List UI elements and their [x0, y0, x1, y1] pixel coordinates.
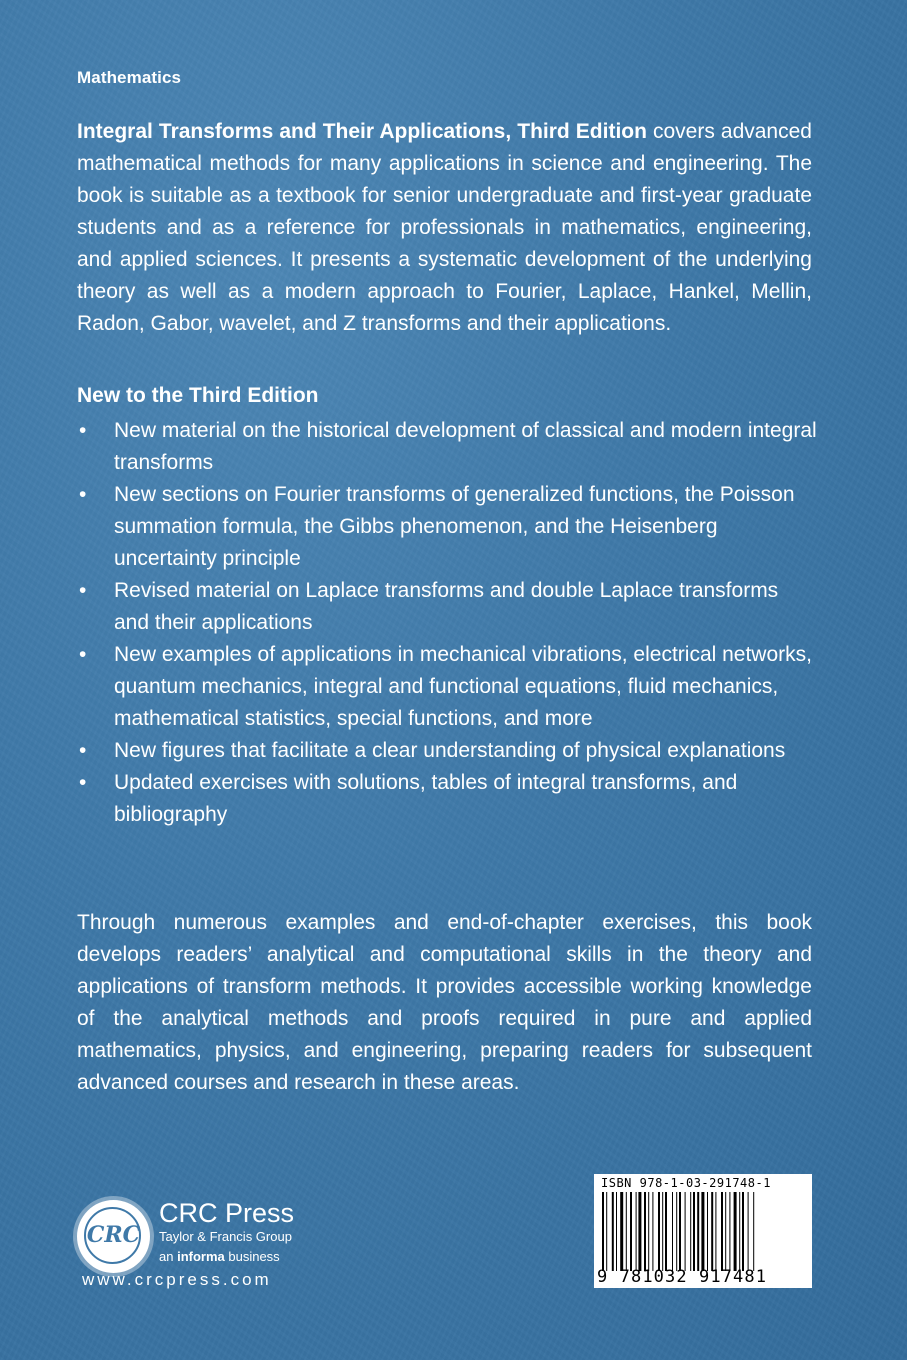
list-item: • Updated exercises with solutions, tables of integral transforms, and bibliography	[77, 767, 817, 831]
barcode-bar	[662, 1192, 663, 1271]
barcode-bar	[676, 1192, 677, 1271]
barcode-bar	[658, 1192, 660, 1271]
barcode-bar	[630, 1192, 632, 1271]
logo-text: CRC	[86, 1222, 141, 1248]
bullet-icon: •	[79, 419, 87, 442]
category-label: Mathematics	[77, 68, 182, 87]
barcode-bar	[626, 1192, 627, 1271]
crc-logo-icon	[77, 1200, 150, 1273]
bullet-icon: •	[79, 771, 87, 794]
barcode-bar	[602, 1192, 604, 1271]
publisher-name: CRC Press	[159, 1198, 295, 1228]
barcode-bar	[701, 1192, 704, 1271]
barcode-bar	[715, 1192, 716, 1271]
barcode-bar	[697, 1192, 699, 1271]
barcode-bar	[739, 1192, 740, 1271]
new-edition-heading: New to the Third Edition	[77, 384, 319, 407]
barcode-bar	[729, 1192, 730, 1271]
barcode-icon	[602, 1192, 804, 1271]
bullet-icon: •	[79, 483, 87, 506]
list-item: • New figures that facilitate a clear understanding of physical explanations	[77, 735, 817, 767]
barcode-bar	[638, 1192, 641, 1271]
list-item: • New examples of applications in mechanical vibrations, electrical networks, quantum mechanics, integral and functional equations, fluid mechanics, mathematical statistics, special functions, and more	[77, 639, 817, 735]
bullet-icon: •	[79, 579, 87, 602]
list-item: • New sections on Fourier transforms of generalized functions, the Poisson summation formula, the Gibbs phenomenon, and the Heisenberg uncertainty principle	[77, 479, 817, 575]
bullet-icon: •	[79, 643, 87, 666]
barcode-bar	[690, 1192, 691, 1271]
list-item: • Revised material on Laplace transforms and double Laplace transforms and their applications	[77, 575, 817, 639]
closing-paragraph: Through numerous examples and end-of-chapter exercises, this book develops readers’ analytical and computational skills in the theory and applications of transform methods. It provides accessible working knowledge of the analytical methods and proofs required in pure and applied mathematics, physics, and engineering, preparing readers for subsequent advanced courses and research in these areas.	[77, 911, 812, 1094]
barcode-bar	[711, 1192, 713, 1271]
intro-body: covers advanced mathematical methods for many applications in science and engineering. The book is suitable as a textbook for senior undergraduate and first-year graduate students and as a reference for professionals in mathematics, engineering, and applied sciences. It presents a systematic development of the underlying theory as well as a modern approach to Fourier, Laplace, Hankel, Mellin, Radon, Gabor, wavelet, and Z transforms and their applications.	[77, 120, 812, 335]
list-item: • New material on the historical development of classical and modern integral transforms	[77, 415, 817, 479]
barcode-bar	[748, 1192, 749, 1271]
isbn-label: ISBN 978-1-03-291748-1	[601, 1176, 771, 1190]
barcode-bar	[721, 1192, 723, 1271]
book-title: Integral Transforms and Their Applications, Third Edition	[77, 120, 647, 143]
informa-tagline: an informa business	[159, 1249, 280, 1264]
barcode-bar	[734, 1192, 737, 1271]
barcode-bar	[753, 1192, 754, 1271]
bullet-icon: •	[79, 739, 87, 762]
barcode-bar	[693, 1192, 695, 1271]
barcode-bar	[742, 1192, 744, 1271]
barcode-bar	[612, 1192, 614, 1271]
barcode-bar	[672, 1192, 673, 1271]
new-edition-list	[77, 415, 817, 831]
intro-paragraph	[77, 116, 812, 340]
barcode-bar	[644, 1192, 646, 1271]
publisher-group: Taylor & Francis Group	[159, 1229, 292, 1244]
barcode-bar	[616, 1192, 617, 1271]
barcode-bar	[606, 1192, 607, 1271]
barcode-bar	[648, 1192, 649, 1271]
barcode-digits: 9 781032 917481	[597, 1267, 768, 1287]
barcode-bar	[620, 1192, 623, 1271]
barcode-bar	[665, 1192, 667, 1271]
barcode-bar	[725, 1192, 726, 1271]
publisher-website[interactable]: www.crcpress.com	[82, 1270, 272, 1289]
barcode-bar	[707, 1192, 708, 1271]
barcode-bar	[685, 1192, 686, 1271]
barcode-bar	[636, 1192, 637, 1271]
barcode-bar	[652, 1192, 653, 1271]
barcode-bar	[679, 1192, 681, 1271]
